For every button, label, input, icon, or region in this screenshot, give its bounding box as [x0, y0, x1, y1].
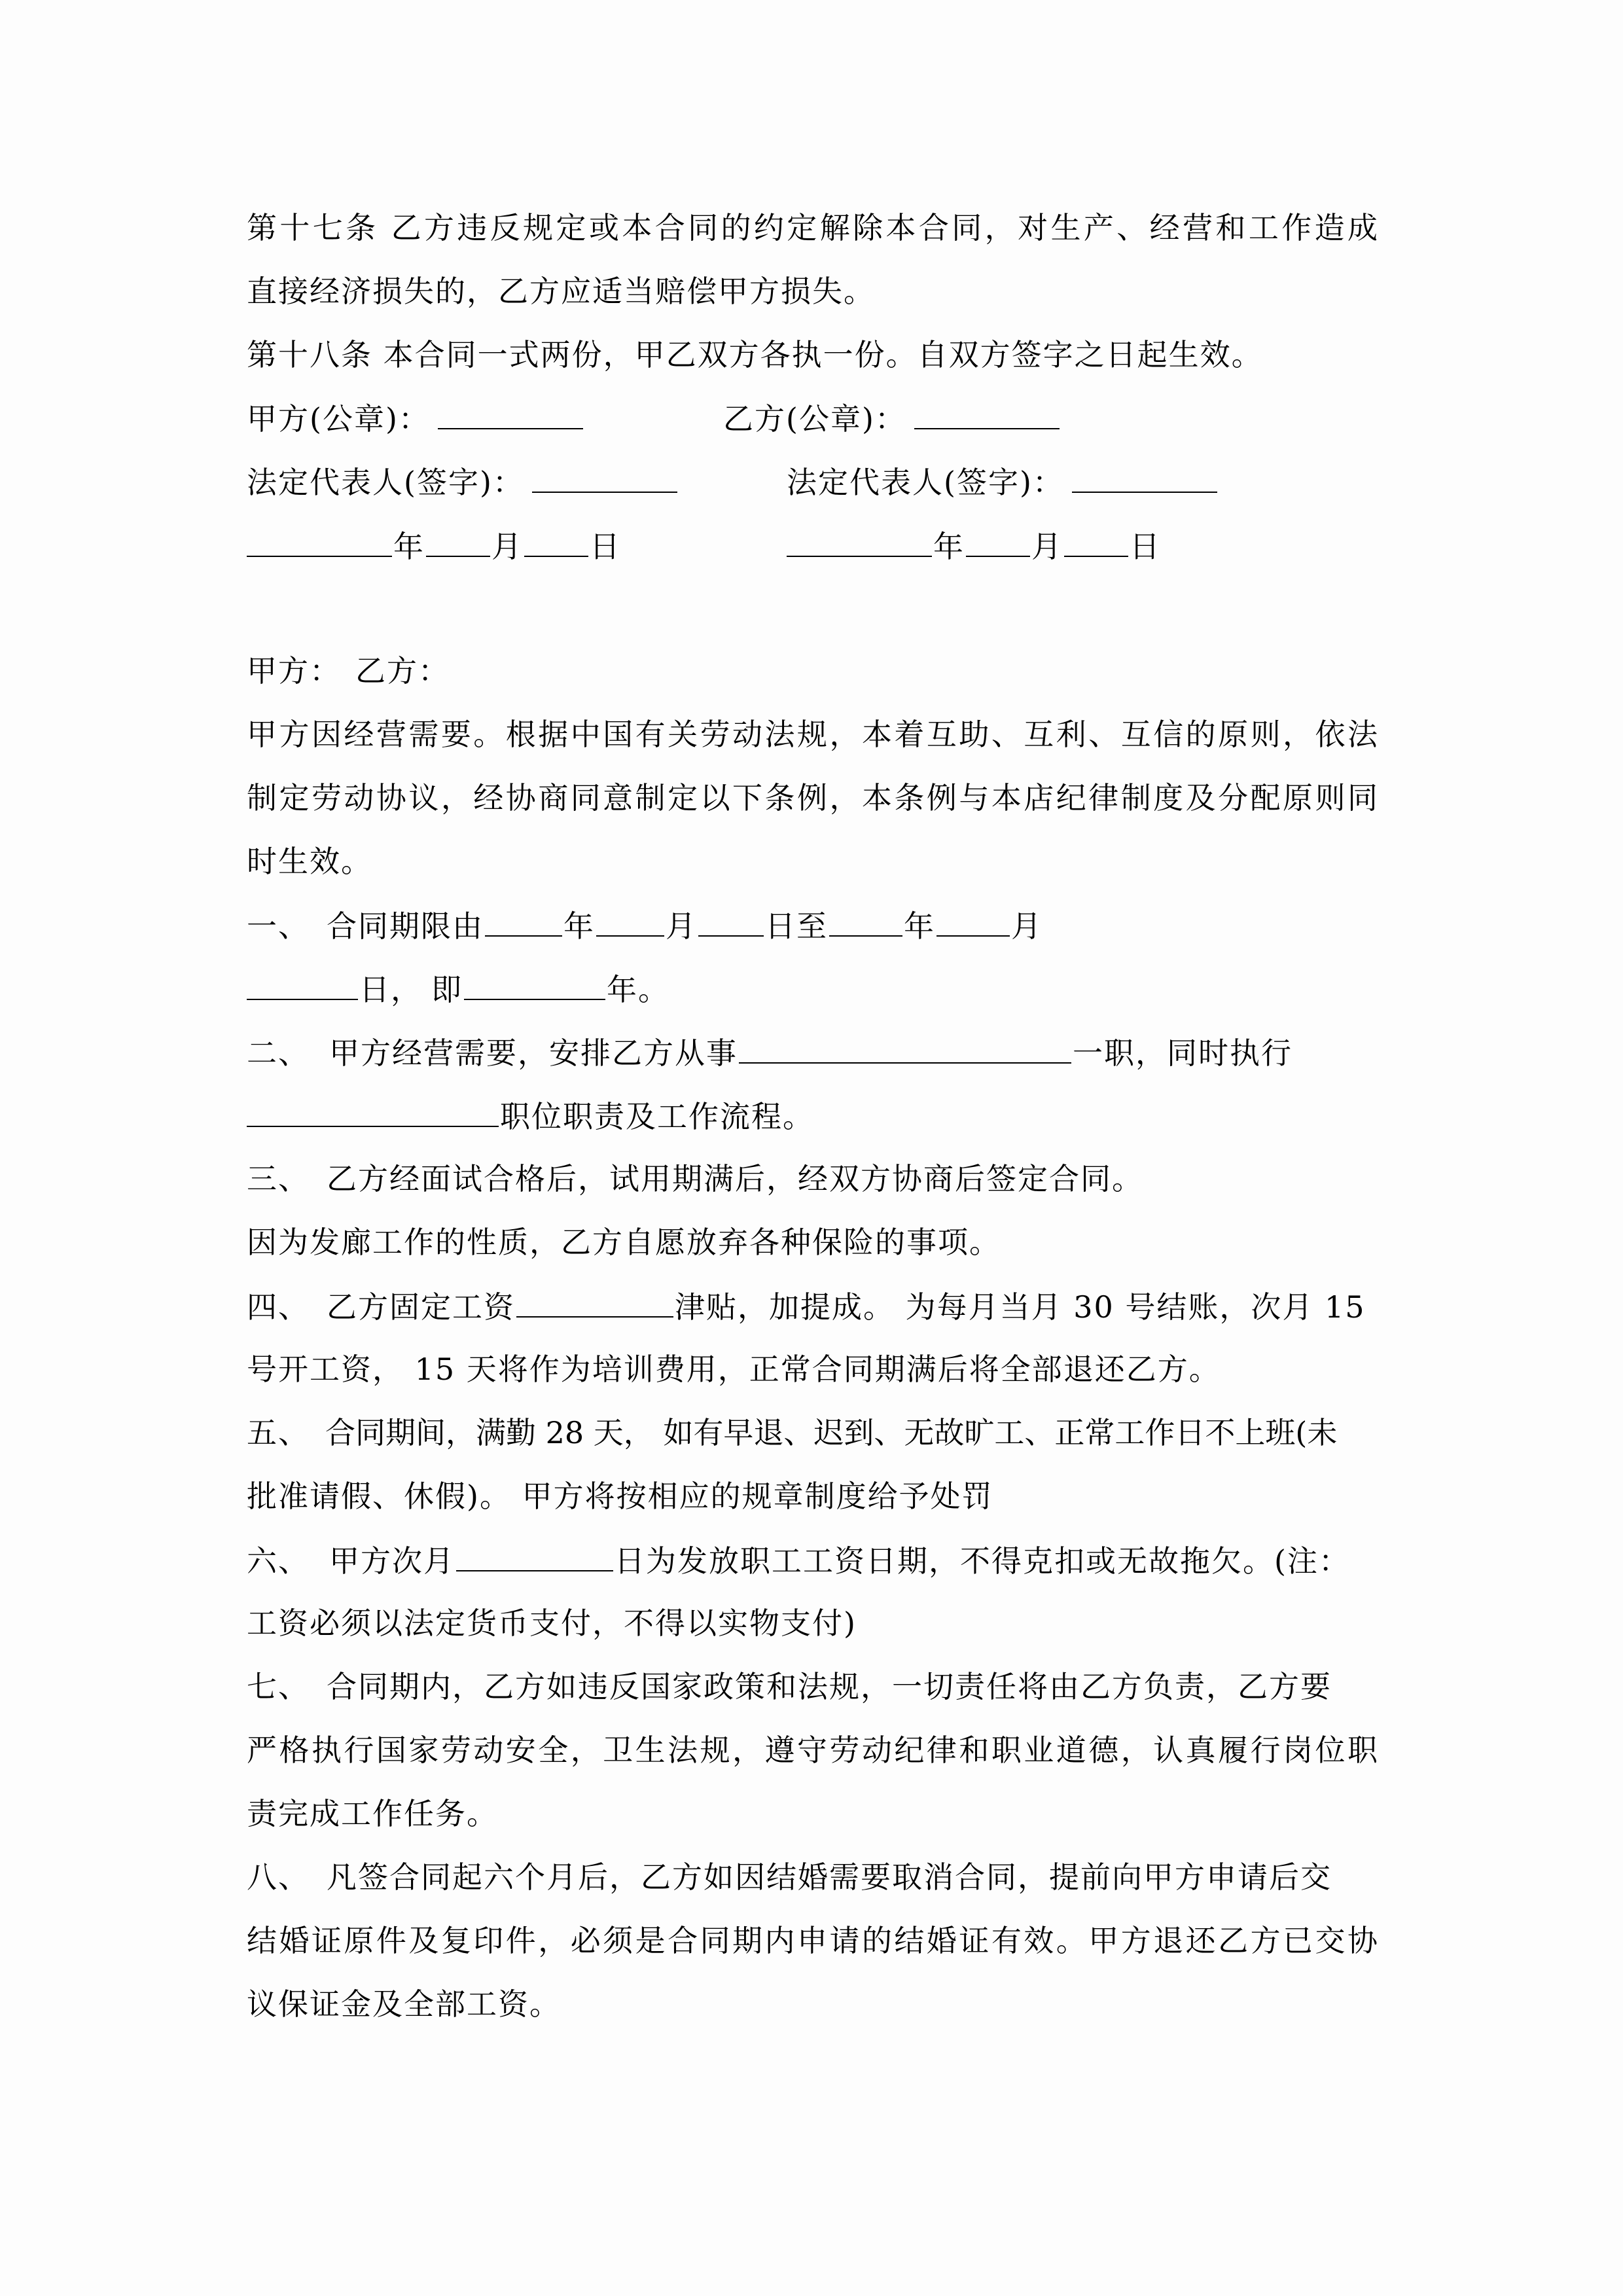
duration-years-blank[interactable] — [464, 969, 605, 1000]
party-a-seal-blank[interactable] — [438, 398, 583, 429]
party-b-date-row — [787, 526, 1161, 565]
parties-header — [247, 651, 450, 691]
namely-label: 即 — [431, 972, 463, 1007]
start-month-blank[interactable] — [596, 905, 664, 937]
payday-blank[interactable] — [456, 1540, 613, 1571]
month-label: 月 — [1031, 529, 1063, 564]
clause-1-text: 合同期限由 — [327, 908, 484, 944]
clause-6-text: 甲方次月 — [329, 1543, 455, 1579]
clause-1-number: 一、 — [247, 908, 310, 944]
clause-4-line-2: 号开工资， 15 天将作为培训费用，正常合同期满后将全部退还乙方。 — [247, 1352, 1221, 1387]
start-year-blank[interactable] — [485, 905, 562, 937]
clause-5-text: 合同期间，满勤 28 天， 如有早退、迟到、无故旷工、正常工作日不上班(未 — [325, 1415, 1338, 1450]
article-18: 第十八条 本合同一式两份，甲乙双方各执一份。自双方签字之日起生效。 — [247, 337, 1263, 372]
clause-7-line-2: 严格执行国家劳动安全，卫生法规，遵守劳动纪律和职业道德，认真履行岗位职 — [247, 1732, 1379, 1768]
end-year-blank[interactable] — [829, 905, 902, 937]
party-a-seal-row — [247, 398, 584, 437]
party-b-year-blank[interactable] — [787, 526, 932, 557]
party-b-label: 乙方： — [355, 653, 450, 689]
clause-4-text: 乙方固定工资 — [327, 1289, 515, 1325]
end-day-blank[interactable] — [247, 969, 358, 1000]
day-to-label: 日至 — [765, 908, 828, 944]
clause-5-number: 五、 — [247, 1415, 310, 1450]
clause-6-number: 六、 — [247, 1543, 310, 1579]
clause-8-line-1 — [247, 1857, 1379, 1897]
preamble-line-3: 时生效。 — [247, 844, 372, 879]
year-label: 年 — [904, 908, 935, 944]
party-b-rep-row — [787, 461, 1219, 501]
start-day-blank[interactable] — [698, 905, 764, 937]
party-b-seal-label: 乙方(公章)： — [723, 401, 906, 437]
years-label: 年。 — [607, 972, 669, 1007]
party-a-rep-label: 法定代表人(签字)： — [247, 465, 524, 500]
clause-8-line-3: 议保证金及全部工资。 — [247, 1986, 561, 2022]
day-label: 日 — [1130, 529, 1161, 564]
fixed-salary-blank[interactable] — [516, 1286, 673, 1318]
year-label: 年 — [393, 529, 425, 564]
party-a-rep-blank[interactable] — [532, 461, 677, 493]
party-a-year-blank[interactable] — [247, 526, 392, 557]
clause-6-line-1 — [247, 1540, 1379, 1579]
clause-4-number: 四、 — [247, 1289, 310, 1325]
duties-blank[interactable] — [247, 1096, 499, 1127]
clause-5-line-1 — [247, 1413, 1379, 1452]
party-b-seal-blank[interactable] — [914, 398, 1060, 429]
clause-6-text-b: 日为发放职工工资日期，不得克扣或无故拖欠。(注： — [615, 1543, 1350, 1579]
year-label: 年 — [563, 908, 595, 944]
clause-7-text: 合同期内，乙方如违反国家政策和法规，一切责任将由乙方负责，乙方要 — [327, 1669, 1332, 1704]
clause-2-text-c: 职位职责及工作流程。 — [500, 1099, 814, 1134]
clause-8-line-2: 结婚证原件及复印件，必须是合同期内申请的结婚证有效。甲方退还乙方已交协 — [247, 1923, 1379, 1958]
clause-7-line-3: 责完成工作任务。 — [247, 1796, 498, 1831]
clause-2-line-1 — [247, 1032, 1379, 1071]
preamble-line-1: 甲方因经营需要。根据中国有关劳动法规，本着互助、互利、互信的原则，依法 — [247, 717, 1379, 752]
party-a-date-row — [247, 526, 621, 565]
clause-2-text-b: 一职，同时执行 — [1073, 1035, 1293, 1071]
position-blank[interactable] — [739, 1032, 1071, 1064]
party-b-day-blank[interactable] — [1064, 526, 1128, 557]
preamble-line-2: 制定劳动协议，经协商同意制定以下条例，本条例与本店纪律制度及分配原则同 — [247, 780, 1379, 816]
party-b-month-blank[interactable] — [966, 526, 1030, 557]
day-label: 日 — [590, 529, 621, 564]
year-label: 年 — [933, 529, 965, 564]
clause-2-text: 甲方经营需要，安排乙方从事 — [329, 1035, 738, 1071]
month-label: 月 — [666, 908, 697, 944]
clause-6-line-2: 工资必须以法定货币支付，不得以实物支付) — [247, 1605, 857, 1641]
end-month-blank[interactable] — [936, 905, 1010, 937]
clause-7-number: 七、 — [247, 1669, 310, 1704]
clause-4-line-1 — [247, 1286, 1379, 1325]
clause-1-line-2 — [247, 969, 1379, 1008]
clause-8-text: 凡签合同起六个月后，乙方如因结婚需要取消合同，提前向甲方申请后交 — [327, 1859, 1332, 1895]
party-a-day-blank[interactable] — [524, 526, 588, 557]
clause-4-text-b: 津贴，加提成。 为每月当月 30 号结账，次月 15 — [675, 1289, 1366, 1325]
party-b-seal-row — [723, 398, 1061, 437]
clause-3-number: 三、 — [247, 1161, 310, 1196]
clause-7-line-1 — [247, 1667, 1379, 1706]
clause-8-number: 八、 — [247, 1859, 310, 1895]
party-a-month-blank[interactable] — [426, 526, 490, 557]
month-label: 月 — [1011, 908, 1043, 944]
clause-2-line-2 — [247, 1096, 1379, 1135]
clause-3-note: 因为发廊工作的性质，乙方自愿放弃各种保险的事项。 — [247, 1225, 1001, 1260]
party-a-seal-label: 甲方(公章)： — [247, 401, 430, 437]
article-17-line-2: 直接经济损失的，乙方应适当赔偿甲方损失。 — [247, 274, 875, 309]
day-label: 日， — [359, 972, 422, 1007]
party-a-label: 甲方： — [247, 653, 341, 689]
party-b-rep-label: 法定代表人(签字)： — [787, 465, 1064, 500]
month-label: 月 — [491, 529, 523, 564]
clause-3-line-1 — [247, 1159, 1379, 1198]
party-b-rep-blank[interactable] — [1072, 461, 1217, 493]
party-a-rep-row — [247, 461, 679, 501]
clause-5-line-2: 批准请假、休假)。 甲方将按相应的规章制度给予处罚 — [247, 1479, 993, 1514]
clause-3-text: 乙方经面试合格后，试用期满后，经双方协商后签定合同。 — [327, 1161, 1143, 1196]
clause-1-line-1 — [247, 905, 1379, 944]
clause-2-number: 二、 — [247, 1035, 310, 1071]
article-17-line-1: 第十七条 乙方违反规定或本合同的约定解除本合同，对生产、经营和工作造成 — [247, 210, 1379, 245]
